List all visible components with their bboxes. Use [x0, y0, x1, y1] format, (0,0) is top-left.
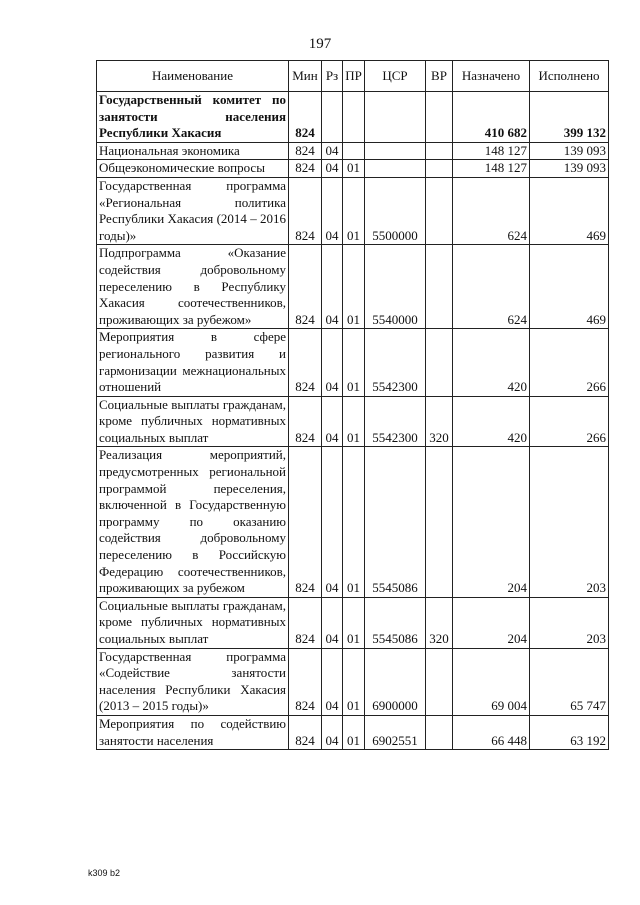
row-vr	[426, 715, 453, 749]
row-rz: 04	[322, 329, 343, 396]
row-csr: 5542300	[365, 396, 426, 447]
col-header-executed: Исполнено	[530, 61, 609, 92]
col-header-assigned: Назначено	[453, 61, 530, 92]
row-csr: 5542300	[365, 329, 426, 396]
row-executed: 203	[530, 597, 609, 648]
table-row	[97, 177, 609, 244]
table-row	[97, 396, 609, 447]
row-assigned: 420	[453, 396, 530, 447]
row-name: Реализация мероприятий, предусмотренных региональной программой переселения, включенной в Государственную программу по оказанию содействия добровольному переселению в Российскую Федерацию соотечественников, проживающих за рубежом	[97, 447, 289, 597]
row-executed: 203	[530, 447, 609, 597]
row-csr: 5540000	[365, 245, 426, 329]
row-name: Социальные выплаты гражданам, кроме публичных нормативных социальных выплат	[97, 396, 289, 447]
row-rz: 04	[322, 142, 343, 160]
row-name: Национальная экономика	[97, 142, 289, 160]
col-header-vr: ВР	[426, 61, 453, 92]
row-name: Государственная программа «Региональная политика Республики Хакасия (2014 – 2016 годы)»	[97, 177, 289, 244]
row-rz: 04	[322, 177, 343, 244]
row-pr: 01	[343, 396, 365, 447]
col-header-pr: ПР	[343, 61, 365, 92]
row-name: Государственная программа «Содействие занятости населения Республики Хакасия (2013 – 2015 годы)»	[97, 648, 289, 715]
row-pr: 01	[343, 177, 365, 244]
row-assigned: 66 448	[453, 715, 530, 749]
row-min: 824	[289, 160, 322, 178]
table-row	[97, 597, 609, 648]
row-rz: 04	[322, 160, 343, 178]
row-min: 824	[289, 447, 322, 597]
table-row	[97, 245, 609, 329]
table-row	[97, 92, 609, 143]
table-row	[97, 142, 609, 160]
row-pr: 01	[343, 447, 365, 597]
row-assigned: 148 127	[453, 142, 530, 160]
row-executed: 266	[530, 396, 609, 447]
row-pr: 01	[343, 597, 365, 648]
row-rz: 04	[322, 597, 343, 648]
row-executed: 469	[530, 245, 609, 329]
row-executed: 65 747	[530, 648, 609, 715]
row-executed: 399 132	[530, 92, 609, 143]
page-number: 197	[308, 36, 332, 52]
row-assigned: 69 004	[453, 648, 530, 715]
row-vr	[426, 329, 453, 396]
row-vr	[426, 92, 453, 143]
row-rz: 04	[322, 648, 343, 715]
row-vr	[426, 447, 453, 597]
row-vr: 320	[426, 396, 453, 447]
row-assigned: 624	[453, 177, 530, 244]
row-name: Общеэкономические вопросы	[97, 160, 289, 178]
row-vr	[426, 245, 453, 329]
col-header-name: Наименование	[97, 61, 289, 92]
table-row	[97, 160, 609, 178]
row-pr: 01	[343, 245, 365, 329]
row-csr: 6900000	[365, 648, 426, 715]
row-rz: 04	[322, 396, 343, 447]
row-executed: 469	[530, 177, 609, 244]
row-assigned: 410 682	[453, 92, 530, 143]
row-executed: 139 093	[530, 142, 609, 160]
row-vr	[426, 142, 453, 160]
row-csr	[365, 160, 426, 178]
col-header-csr: ЦСР	[365, 61, 426, 92]
row-rz	[322, 92, 343, 143]
row-assigned: 624	[453, 245, 530, 329]
row-min: 824	[289, 177, 322, 244]
row-executed: 266	[530, 329, 609, 396]
row-executed: 63 192	[530, 715, 609, 749]
row-executed: 139 093	[530, 160, 609, 178]
row-vr	[426, 177, 453, 244]
row-assigned: 204	[453, 597, 530, 648]
row-assigned: 204	[453, 447, 530, 597]
row-name: Государственный комитет по занятости населения Республики Хакасия	[97, 92, 289, 143]
row-name: Социальные выплаты гражданам, кроме публичных нормативных социальных выплат	[97, 597, 289, 648]
row-assigned: 420	[453, 329, 530, 396]
row-csr: 5500000	[365, 177, 426, 244]
row-name: Подпрограмма «Оказание содействия добровольному переселению в Республику Хакасия соотечественников, проживающих за рубежом»	[97, 245, 289, 329]
row-min: 824	[289, 715, 322, 749]
col-header-min: Мин	[289, 61, 322, 92]
row-vr: 320	[426, 597, 453, 648]
table-row	[97, 447, 609, 597]
row-csr	[365, 142, 426, 160]
row-pr: 01	[343, 160, 365, 178]
row-rz: 04	[322, 245, 343, 329]
row-vr	[426, 160, 453, 178]
row-pr	[343, 142, 365, 160]
row-pr: 01	[343, 715, 365, 749]
row-csr	[365, 92, 426, 143]
row-vr	[426, 648, 453, 715]
row-csr: 5545086	[365, 597, 426, 648]
row-min: 824	[289, 92, 322, 143]
row-assigned: 148 127	[453, 160, 530, 178]
row-rz: 04	[322, 715, 343, 749]
row-csr: 5545086	[365, 447, 426, 597]
row-name: Мероприятия в сфере регионального развития и гармонизации межнациональных отношений	[97, 329, 289, 396]
row-min: 824	[289, 597, 322, 648]
footer-code: k309 b2	[88, 868, 121, 878]
budget-table	[96, 60, 609, 750]
row-min: 824	[289, 142, 322, 160]
row-rz: 04	[322, 447, 343, 597]
row-min: 824	[289, 329, 322, 396]
row-pr	[343, 92, 365, 143]
table-row	[97, 715, 609, 749]
row-min: 824	[289, 648, 322, 715]
table-row	[97, 648, 609, 715]
row-pr: 01	[343, 648, 365, 715]
row-csr: 6902551	[365, 715, 426, 749]
row-pr: 01	[343, 329, 365, 396]
row-min: 824	[289, 396, 322, 447]
table-row	[97, 329, 609, 396]
col-header-rz: Рз	[322, 61, 343, 92]
row-name: Мероприятия по содействию занятости населения	[97, 715, 289, 749]
table-header-row	[97, 61, 609, 92]
row-min: 824	[289, 245, 322, 329]
